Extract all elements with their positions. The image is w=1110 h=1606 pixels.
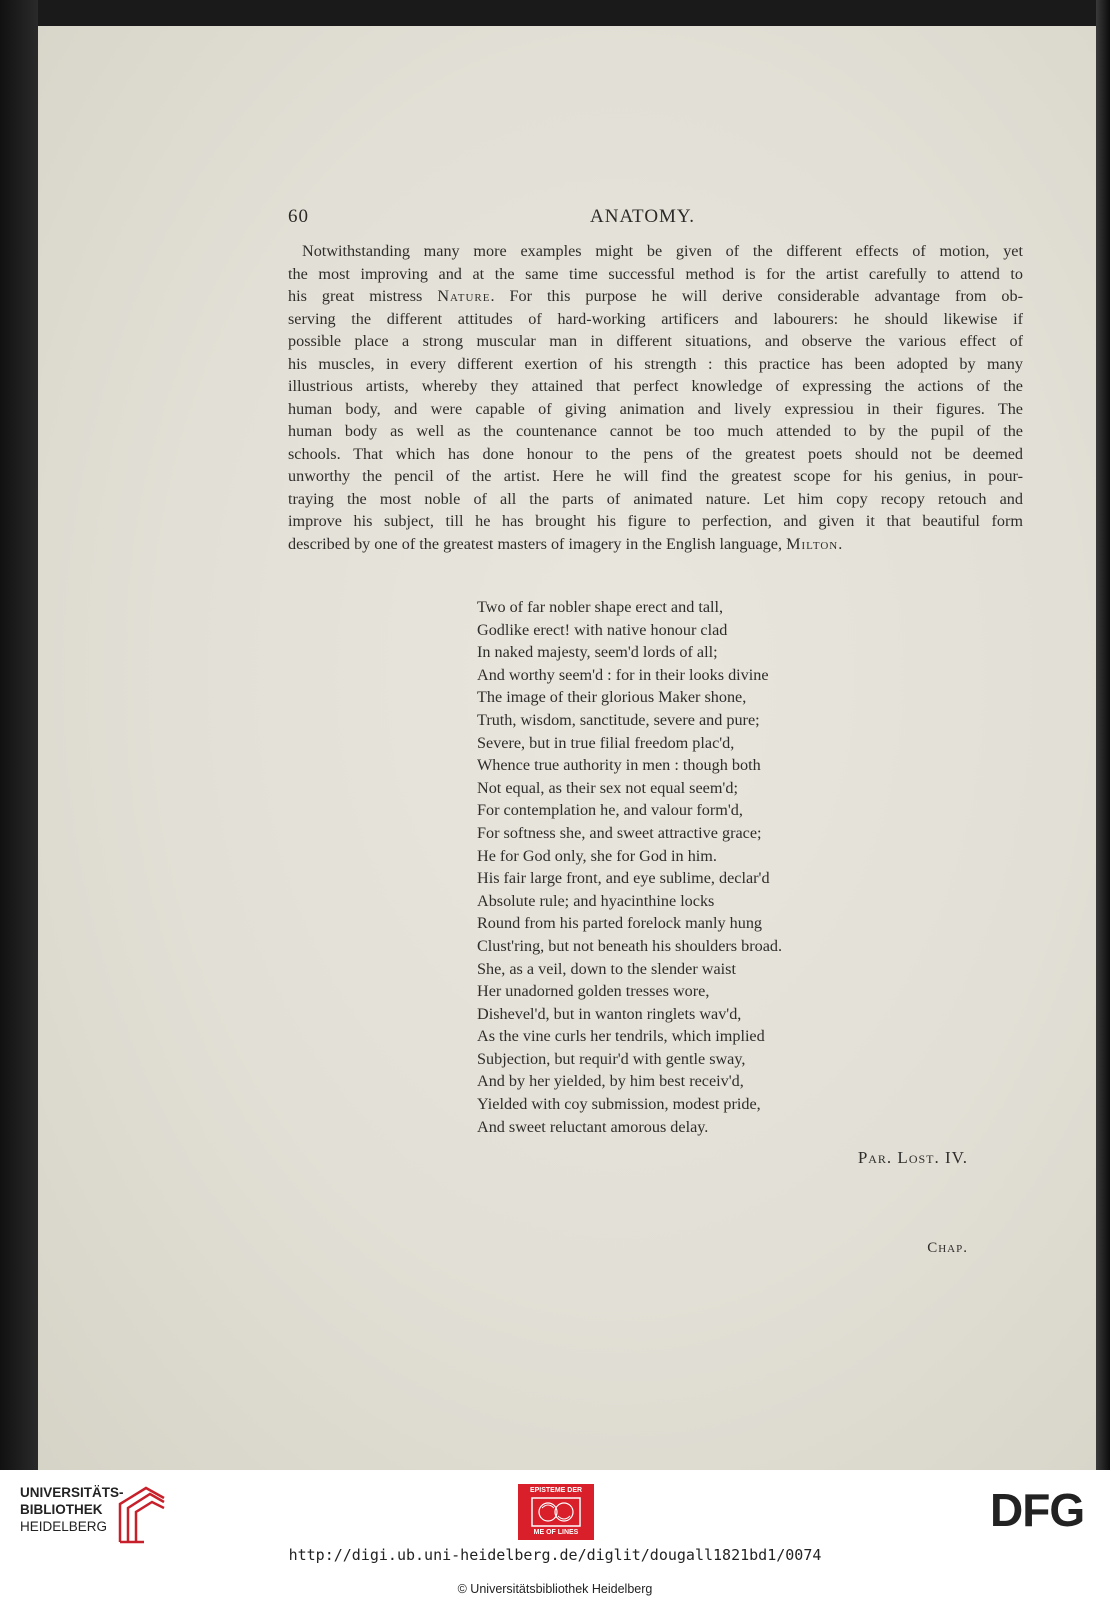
verse-line: Round from his parted forelock manly hung — [477, 914, 763, 933]
verse-line: And worthy seem'd : for in their looks divine — [477, 665, 769, 684]
verse-line: He for God only, she for God in him. — [477, 846, 717, 865]
prose-line: traying the most noble of all the parts of animated nature. Let him copy recopy retouch and — [288, 489, 1023, 508]
verse-line: Not equal, as their sex not equal seem'd; — [477, 778, 738, 797]
verse-line: Truth, wisdom, sanctitude, severe and pure; — [477, 710, 760, 729]
verse-line: Absolute rule; and hyacinthine locks — [477, 891, 715, 910]
viewer-footer — [0, 1470, 1110, 1606]
page-number: 60 — [288, 206, 309, 227]
episteme-text-bottom: ME OF LINES — [533, 1529, 579, 1536]
prose-line: human body as well as the countenance cannot be too much attended to by the pupil of the — [288, 422, 1023, 440]
verse-line: Clust'ring, but not beneath his shoulders broad. — [477, 936, 783, 955]
verse-line: As the vine curls her tendrils, which implied — [477, 1027, 765, 1046]
verse-line: Yielded with coy submission, modest pride, — [477, 1095, 761, 1114]
verse-line: And sweet reluctant amorous delay. — [477, 1117, 709, 1136]
verse-line: Two of far nobler shape erect and tall, — [477, 598, 724, 616]
verse-line: Dishevel'd, but in wanton ringlets wav'd, — [477, 1004, 742, 1023]
prose-line: Notwithstanding many more examples might be given of the different effects of motion, yet — [302, 242, 1023, 260]
verse-line: She, as a veil, down to the slender waist — [477, 959, 736, 978]
prose-line: schools. That which has done honour to the pens of the greatest poets should not be deemed — [288, 444, 1023, 463]
verse-line: The image of their glorious Maker shone, — [477, 688, 747, 707]
university-library-logo[interactable] — [20, 1484, 170, 1546]
verse-line: Whence true authority in men : though both — [477, 756, 761, 775]
body-paragraph — [288, 240, 1023, 555]
verse-line: And by her yielded, by him best receiv'd, — [477, 1072, 744, 1091]
catchword: Chap. — [927, 1240, 968, 1256]
prose-line: human body, and were capable of giving animation and lively expressiou in their figures. The — [288, 399, 1023, 418]
dfg-logo[interactable]: DFG — [990, 1484, 1085, 1536]
prose-line: serving the different attitudes of hard-working artificers and labourers: he should likewise if — [288, 309, 1023, 328]
running-title: ANATOMY. — [590, 206, 695, 227]
prose-line: possible place a strong muscular man in different situations, and observe the various effect of — [288, 332, 1023, 350]
verse-line: Godlike erect! with native honour clad — [477, 620, 728, 639]
verse-line: His fair large front, and eye sublime, declar'd — [477, 869, 770, 888]
episteme-logo[interactable] — [518, 1484, 594, 1540]
prose-line: the most improving and at the same time successful method is for the artist carefully to attend to — [288, 264, 1023, 283]
verse-line: Subjection, but requir'd with gentle sway, — [477, 1049, 746, 1068]
prose-line: his muscles, in every different exertion of his strength : this practice has been adopted by many — [288, 354, 1023, 373]
verse-line: Her unadorned golden tresses wore, — [477, 982, 710, 1001]
prose-line: improve his subject, till he has brought his figure to perfection, and given it that beautiful form — [288, 512, 1023, 530]
library-mark-icon — [116, 1484, 168, 1544]
library-name-line3: HEIDELBERG — [20, 1519, 108, 1534]
verse-line: Severe, but in true filial freedom plac'd, — [477, 733, 735, 752]
library-name — [20, 1484, 124, 1535]
scan-border-right — [1096, 0, 1110, 1470]
episteme-text-top: EPISTEME DER — [529, 1487, 583, 1494]
verse-line: In naked majesty, seem'd lords of all; — [477, 643, 718, 662]
prose-line: his great mistress Nature. For this purpose he will derive considerable advantage from ob- — [288, 287, 1023, 305]
prose-line: described by one of the greatest masters of imagery in the English language, Milton. — [288, 534, 843, 553]
copyright-notice: © Universitätsbibliothek Heidelberg — [457, 1582, 653, 1596]
book-page — [38, 26, 1096, 1470]
prose-line: illustrious artists, whereby they attained that perfect knowledge of expressing the actions of the — [288, 377, 1023, 395]
verse-line: For contemplation he, and valour form'd, — [477, 801, 743, 820]
permalink-url[interactable]: http://digi.ub.uni-heidelberg.de/diglit/dougall1821bd1/0074 — [288, 1546, 822, 1564]
verse-line: For softness she, and sweet attractive grace; — [477, 823, 762, 842]
library-name-line2: BIBLIOTHEK — [20, 1502, 103, 1517]
verse-quotation — [477, 596, 782, 1138]
verse-attribution: Par. Lost. IV. — [857, 1148, 968, 1167]
scan-border-left — [0, 0, 38, 1470]
prose-line: unworthy the pencil of the artist. Here he will find the greatest scope for his genius, in pour- — [288, 467, 1023, 485]
library-name-line1: UNIVERSITÄTS- — [20, 1485, 124, 1500]
